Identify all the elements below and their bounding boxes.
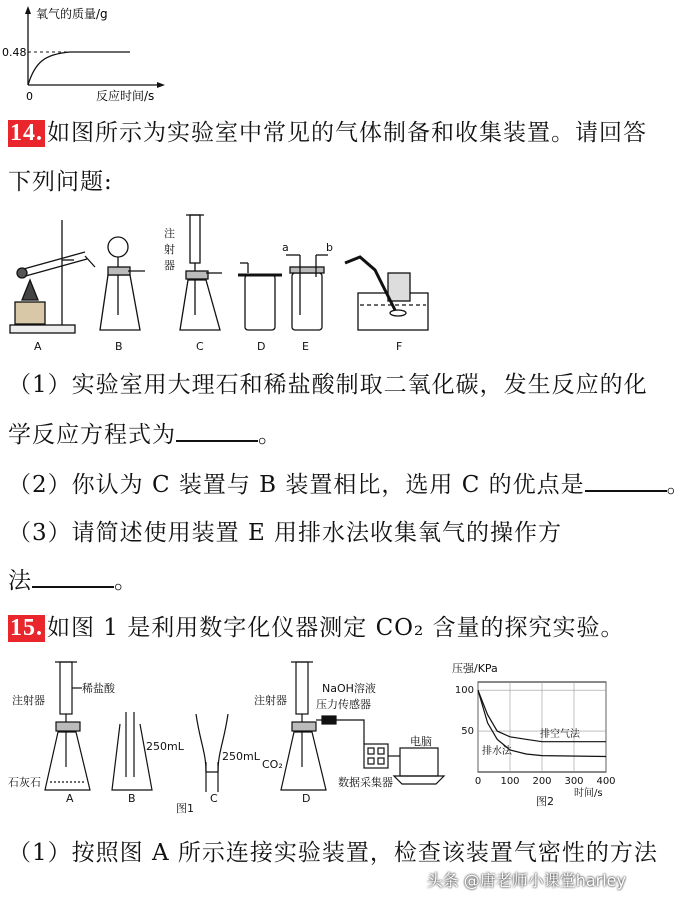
- answer-blank-2[interactable]: [585, 489, 667, 492]
- fig1-sensor: 压力传感器: [316, 698, 371, 711]
- oxygen-mass-chart: [0, 0, 180, 105]
- q14-number: 14.: [10, 120, 43, 146]
- answer-blank-3[interactable]: [32, 585, 114, 588]
- fig1-hcl: 稀盐酸: [82, 682, 115, 695]
- chart-ylabel: 氧气的质量/g: [36, 7, 108, 21]
- apparatus-e: [282, 241, 333, 353]
- apparatus-d: [238, 263, 282, 353]
- fig1-syringe-d: 注射器: [254, 694, 287, 707]
- apparatus-a: [10, 220, 95, 353]
- fig1-vol-b: 250mL: [146, 740, 184, 753]
- q14-part1-line1: （1）实验室用大理石和稀盐酸制取二氧化碳，发生反应的化: [8, 372, 648, 398]
- fig1-limestone: 石灰石: [8, 776, 41, 789]
- fig1-vol-c: 250mL: [222, 750, 260, 763]
- fig2-label-water: 排水法: [482, 746, 512, 757]
- apparatus-c: [164, 215, 222, 353]
- fig1-label-a: A: [66, 792, 74, 805]
- q14-part1-line2: 学反应方程式为 。: [8, 422, 282, 448]
- q14-part2: （2）你认为 C 装置与 B 装置相比，选用 C 的优点是 。: [8, 472, 691, 498]
- fig2-ytick: 100: [454, 685, 474, 697]
- label-tube-b: b: [326, 241, 333, 254]
- apparatus-f: [345, 257, 428, 353]
- fig2-ylabel: 压强/KPa: [452, 662, 498, 675]
- fig1-naoh: NaOH溶液: [322, 682, 376, 695]
- fig1-syringe-a: 注射器: [12, 694, 45, 707]
- fig1-co2: CO₂: [262, 758, 283, 771]
- fig1-label-c: C: [210, 792, 218, 805]
- label-c: C: [196, 340, 204, 353]
- fig1-label-b: B: [128, 792, 136, 805]
- fig2-xtick: 100: [500, 776, 520, 787]
- label-f: F: [396, 340, 403, 353]
- q14-stem-line2: 下列问题:: [8, 169, 113, 195]
- answer-blank-1[interactable]: [176, 439, 258, 442]
- q14-stem-line1: 14. 如图所示为实验室中常见的气体制备和收集装置。请回答: [10, 120, 647, 146]
- q15-figure1: [0, 652, 440, 817]
- fig2-xtick: 400: [596, 776, 616, 787]
- fig2-xtick: 0: [474, 776, 482, 787]
- watermark: 头条 @唐老师小课堂harley: [426, 871, 626, 890]
- label-e: E: [302, 340, 309, 353]
- fig1-computer: 电脑: [410, 735, 432, 748]
- chart-line: [28, 52, 130, 85]
- fig2-xtick: 200: [532, 776, 552, 787]
- chart-origin: 0: [26, 90, 33, 103]
- q15-stem: 15. 如图 1 是利用数字化仪器测定 CO₂ 含量的探究实验。: [10, 615, 625, 641]
- q15-number: 15.: [10, 615, 43, 641]
- apparatus-b: [100, 237, 145, 353]
- q14-part3-line1: （3）请简述使用装置 E 用排水法收集氧气的操作方: [8, 520, 563, 546]
- q14-part3-line2: 法 。: [8, 568, 138, 594]
- svg-text:器: 器: [164, 259, 175, 272]
- q14-apparatus-figure: [0, 205, 440, 355]
- label-a: A: [34, 340, 42, 353]
- chart-ytick: 0.48: [2, 46, 27, 59]
- fig2-label-air: 排空气法: [540, 729, 580, 740]
- fig2-xtick: 300: [564, 776, 584, 787]
- chart-xlabel: 反应时间/s: [96, 89, 155, 103]
- syringe-label: 注: [164, 227, 175, 240]
- label-b: B: [115, 340, 123, 353]
- q15-part1: （1）按照图 A 所示连接实验装置，检查该装置气密性的方法: [8, 840, 658, 866]
- svg-text:射: 射: [164, 243, 175, 256]
- q15-figure2-pressure-chart: [448, 660, 628, 810]
- fig2-caption: 图2: [536, 795, 554, 808]
- label-d: D: [257, 340, 266, 353]
- fig1-label-d: D: [302, 792, 311, 805]
- fig1-collector: 数据采集器: [338, 776, 393, 789]
- label-tube-a: a: [282, 241, 289, 254]
- fig2-xlabel: 时间/s: [574, 788, 603, 799]
- fig2-ytick: 50: [461, 726, 474, 738]
- fig1-caption: 图1: [176, 802, 194, 815]
